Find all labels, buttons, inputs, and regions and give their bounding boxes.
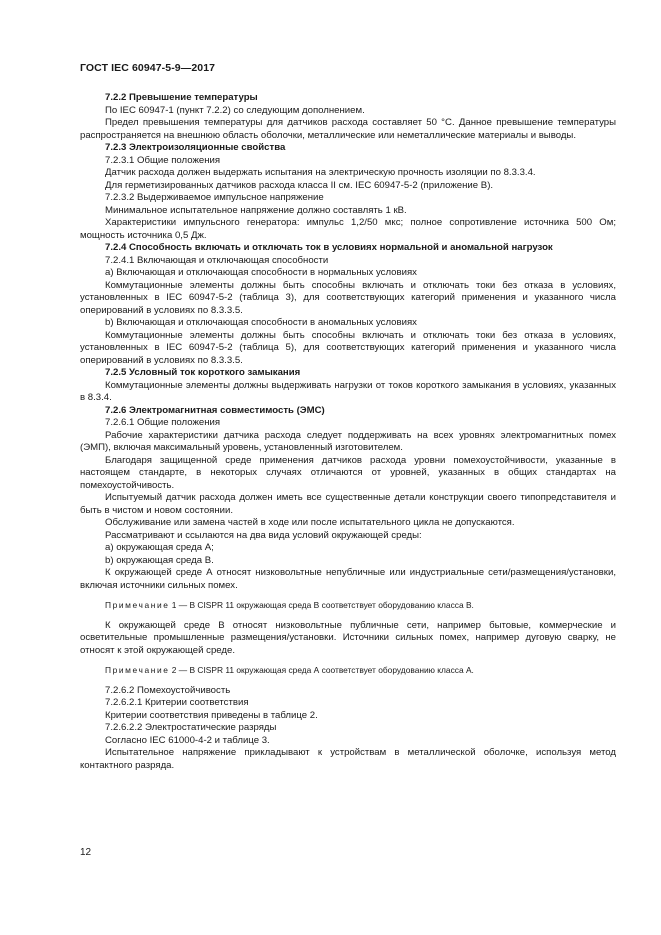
paragraph: 7.2.6.2.1 Критерии соответствия bbox=[105, 697, 249, 708]
paragraph: b) Включающая и отключающая способности в аномальных условиях bbox=[105, 317, 417, 328]
paragraph: 7.2.3.2 Выдерживаемое импульсное напряжение bbox=[105, 192, 324, 203]
page-number: 12 bbox=[80, 847, 92, 858]
paragraph: a) Включающая и отключающая способности в нормальных условиях bbox=[105, 267, 417, 278]
section-heading: 7.2.2 Превышение температуры bbox=[105, 92, 258, 103]
paragraph: К окружающей среде А относят низковольтные непубличные или индустриальные сети/размещения/установки, включая источники сильных помех. bbox=[80, 567, 616, 591]
paragraph: К окружающей среде В относят низковольтные публичные сети, например бытовые, коммерческие и осветительные промышленные размещения/установки. Источники сильных помех, например дуговую сварку, не относят к этой окружающей среде. bbox=[80, 619, 616, 656]
note-label: Примечание bbox=[105, 665, 170, 675]
paragraph: Рабочие характеристики датчика расхода следует поддерживать на всех уровнях электромагнитных помех (ЭМП), включая максимальный уровень, установленный изготовителем. bbox=[80, 429, 616, 453]
paragraph: Испытуемый датчик расхода должен иметь все существенные детали конструкции своего типопредставителя и быть в чистом и новом состоянии. bbox=[80, 492, 616, 516]
section-heading: 7.2.5 Условный ток короткого замыкания bbox=[105, 367, 301, 378]
paragraph: По IEC 60947-1 (пункт 7.2.2) со следующим дополнением. bbox=[105, 104, 365, 116]
paragraph: 7.2.6.2 Помехоустойчивость bbox=[105, 684, 231, 696]
paragraph: Обслуживание или замена частей в ходе или после испытательного цикла не допускаются. bbox=[105, 517, 515, 528]
paragraph: Характеристики импульсного генератора: импульс 1,2/50 мкс; полное сопротивление источника 500 Ом; мощность источника 0,5 Дж. bbox=[80, 217, 616, 241]
paragraph: Благодаря защищенной среде применения датчиков расхода уровни помехоустойчивости, указанные в настоящем стандарте, в некоторых случаях отличаются от уровней, указанных в общих стандартах на помехоустойчивость. bbox=[80, 454, 616, 491]
note-label: Примечание bbox=[105, 600, 170, 610]
paragraph: Коммутационные элементы должны быть способны включать и отключать токи без отказа в условиях, установленных в IEC 60947-5-2 (таблица 3), для соответствующих категорий применения и указанного числа оперирований в условиях по 8.3.3.5. bbox=[80, 279, 616, 316]
paragraph: Испытательное напряжение прикладывают к устройствам в металлической оболочке, используя метод контактного разряда. bbox=[80, 747, 616, 771]
note bbox=[80, 664, 616, 677]
paragraph: Датчик расхода должен выдержать испытания на электрическую прочность изоляции по 8.3.3.4. bbox=[105, 167, 536, 178]
paragraph: Минимальное испытательное напряжение должно составлять 1 кВ. bbox=[105, 204, 407, 216]
paragraph: Коммутационные элементы должны быть способны включать и отключать токи без отказа в условиях, установленных в IEC 60947-5-2 (таблица 5), для соответствующих категорий применения и указанного числа оперирований в условиях по 8.3.3.5. bbox=[80, 329, 616, 366]
section-heading: 7.2.4 Способность включать и отключать ток в условиях нормальной и аномальной нагрузок bbox=[105, 242, 553, 253]
paragraph: b) окружающая среда В. bbox=[105, 554, 214, 566]
paragraph: 7.2.4.1 Включающая и отключающая способности bbox=[105, 254, 329, 266]
paragraph: Предел превышения температуры для датчиков расхода составляет 50 °С. Данное превышение температуры распространяется на внешнюю область оболочки, металлические или неметаллические материалы и выводы. bbox=[80, 117, 616, 141]
paragraph: а) окружающая среда А; bbox=[105, 542, 214, 553]
paragraph: Коммутационные элементы должны выдерживать нагрузки от токов короткого замыкания в условиях, указанных в 8.3.4. bbox=[80, 379, 616, 403]
paragraph: 7.2.3.1 Общие положения bbox=[105, 154, 221, 166]
note bbox=[80, 599, 616, 612]
note-text: 2 — В CISPR 11 окружающая среда А соответствует оборудованию класса А. bbox=[169, 665, 474, 675]
paragraph: Рассматривают и ссылаются на два вида условий окружающей среды: bbox=[105, 529, 422, 541]
paragraph: 7.2.6.2.2 Электростатические разряды bbox=[105, 722, 277, 733]
section-heading: 7.2.3 Электроизоляционные свойства bbox=[105, 142, 286, 153]
document-header: ГОСТ IEC 60947-5-9—2017 bbox=[80, 62, 216, 74]
paragraph: Согласно IEC 61000-4-2 и таблице 3. bbox=[105, 734, 270, 746]
section-heading: 7.2.6 Электромагнитная совместимость (ЭМС) bbox=[105, 404, 325, 416]
paragraph: Критерии соответствия приведены в таблице 2. bbox=[105, 709, 318, 721]
paragraph: Для герметизированных датчиков расхода класса II см. IEC 60947-5-2 (приложение В). bbox=[105, 179, 494, 191]
document-body bbox=[80, 92, 616, 772]
note-text: 1 — В CISPR 11 окружающая среда В соответствует оборудованию класса В. bbox=[169, 600, 474, 610]
paragraph: 7.2.6.1 Общие положения bbox=[105, 417, 221, 428]
